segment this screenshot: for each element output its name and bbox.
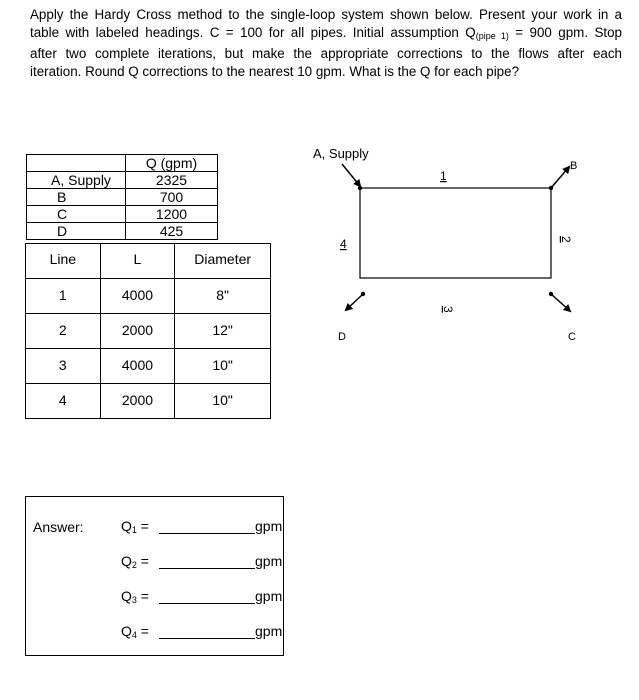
problem-line-1: Apply the Hardy Cross method to the single-loop system shown below. Present your work in a <box>30 7 622 22</box>
flow-table-q: 2325 <box>126 172 218 189</box>
answer-blank-q4[interactable] <box>159 623 255 639</box>
pipe-length: 2000 <box>100 384 175 419</box>
pipe-diameter: 12" <box>175 314 271 349</box>
pipe-line-number: 2 <box>26 314 101 349</box>
pipe-line-number: 3 <box>26 349 101 384</box>
answer-label: Answer: <box>33 519 84 535</box>
answer-blank-q3[interactable] <box>159 588 255 604</box>
flow-table-q: 700 <box>126 189 218 206</box>
answer-q-label <box>121 553 161 570</box>
node-c-label: C <box>568 331 576 343</box>
problem-line-2 <box>30 24 622 45</box>
pipe-table-header-diameter: Diameter <box>175 244 271 279</box>
pipe-2-label: 2 <box>559 236 573 243</box>
flow-table-q: 425 <box>126 223 218 240</box>
answer-q-label <box>121 623 161 640</box>
answer-q-eq: = <box>136 588 149 604</box>
pipe-line-number: 1 <box>26 279 101 314</box>
answer-q-sub: 2 <box>131 560 137 570</box>
answer-q-label <box>121 518 161 535</box>
pipe-table-header-line: Line <box>26 244 101 279</box>
flow-table-header-blank <box>27 155 126 172</box>
pipe-table-row <box>26 384 271 419</box>
flow-table-header-q: Q (gpm) <box>126 155 218 172</box>
answer-q-sub: 1 <box>131 525 137 535</box>
pipe-loop-rectangle <box>360 188 551 278</box>
answer-box <box>25 496 284 656</box>
answer-q-symbol: Q <box>121 588 132 604</box>
pipe-1-subscript: (pipe 1) <box>475 31 509 41</box>
answer-q-symbol: Q <box>121 553 132 569</box>
answer-unit: gpm <box>255 518 283 534</box>
pipe-table-row <box>26 349 271 384</box>
pipe-line-number: 4 <box>26 384 101 419</box>
answer-blank-q1[interactable] <box>159 518 255 534</box>
pipe-1-label: 1 <box>440 169 447 183</box>
pipe-table-header-length: L <box>100 244 175 279</box>
answer-blank-q2[interactable] <box>159 553 255 569</box>
pipe-diameter: 10" <box>175 384 271 419</box>
problem-line-3: after two complete iterations, but make the appropriate corrections to the flows after each <box>30 46 622 61</box>
flow-table-q: 1200 <box>126 206 218 223</box>
answer-q-sub: 3 <box>131 595 137 605</box>
flow-table-row <box>27 206 218 223</box>
node-b-label: B <box>570 160 578 172</box>
flow-table-header-row <box>27 155 218 172</box>
flow-table <box>26 154 218 240</box>
node-d-outflow-arrow <box>346 294 363 310</box>
pipe-table-header-row <box>26 244 271 279</box>
node-d-label: D <box>338 331 346 343</box>
answer-unit: gpm <box>255 553 283 569</box>
answer-unit: gpm <box>255 588 283 604</box>
node-a-dot <box>358 186 362 190</box>
supply-inflow-arrow <box>342 164 360 186</box>
answer-q-eq: = <box>136 623 149 639</box>
pipe-4-label: 4 <box>340 237 347 251</box>
flow-table-node: A, Supply <box>27 172 126 189</box>
pipe-diameter: 10" <box>175 349 271 384</box>
flow-table-row <box>27 172 218 189</box>
pipe-network-diagram <box>290 140 639 360</box>
answer-q-symbol: Q <box>121 623 132 639</box>
pipe-length: 4000 <box>100 349 175 384</box>
node-b-outflow-arrow <box>551 167 569 188</box>
problem-line-2b: = 900 gpm. Stop <box>508 25 623 40</box>
answer-q-eq: = <box>136 518 149 534</box>
answer-unit: gpm <box>255 623 283 639</box>
problem-line-2a: table with labeled headings. C = 100 for all pipes. Initial assumption Q <box>30 25 476 40</box>
pipe-table-row <box>26 314 271 349</box>
problem-line-4: iteration. Round Q corrections to the nearest 10 gpm. What is the Q for each pipe? <box>30 64 520 79</box>
answer-q-eq: = <box>136 553 149 569</box>
flow-table-row <box>27 189 218 206</box>
pipe-length: 2000 <box>100 314 175 349</box>
pipe-table <box>25 243 271 419</box>
answer-q-label <box>121 588 161 605</box>
flow-table-row <box>27 223 218 240</box>
answer-q-sub: 4 <box>131 630 137 640</box>
flow-table-node: B <box>27 189 126 206</box>
problem-statement <box>30 6 622 81</box>
pipe-3-label: 3 <box>441 306 455 313</box>
flow-table-node: D <box>27 223 126 240</box>
pipe-length: 4000 <box>100 279 175 314</box>
answer-q-symbol: Q <box>121 518 132 534</box>
node-a-label: A, Supply <box>313 146 369 161</box>
flow-table-node: C <box>27 206 126 223</box>
pipe-diameter: 8" <box>175 279 271 314</box>
pipe-table-row <box>26 279 271 314</box>
node-c-outflow-arrow <box>551 294 570 311</box>
